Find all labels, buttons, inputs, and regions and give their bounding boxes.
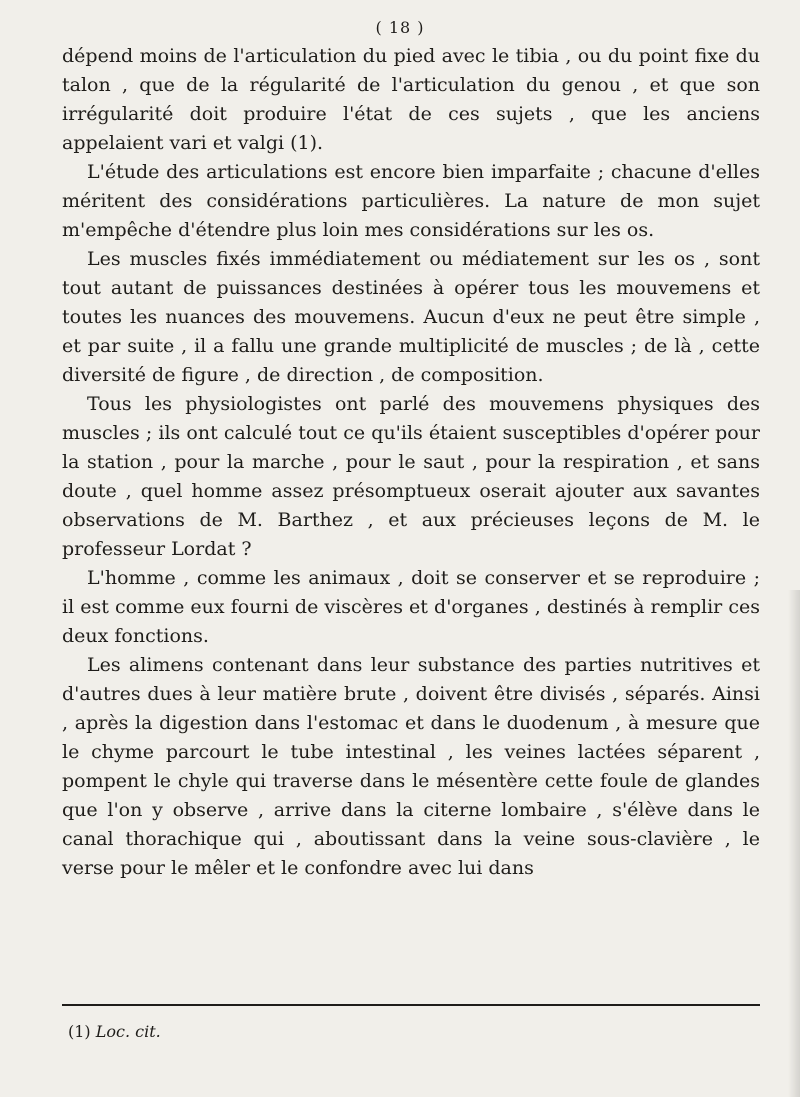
page-edge-shadow — [788, 590, 800, 1097]
footnote-marker: (1) — [68, 1022, 91, 1041]
footnote — [68, 1022, 161, 1041]
paragraph-2: L'étude des articulations est encore bien imparfaite ; chacune d'elles méritent des considérations particulières. La nature de mon sujet m'empêche d'étendre plus loin mes considérations sur les os. — [62, 161, 760, 241]
body-text — [62, 42, 760, 883]
paragraph-3: Les muscles fixés immédiatement ou médiatement sur les os , sont tout autant de puissances destinées à opérer tous les mouvemens et toutes les nuances des mouvemens. Aucun d'eux ne peut être simple , et par suite , il a fallu une grande multiplicité de muscles ; de là , cette diversité de figure , de direction , de composition. — [62, 248, 760, 386]
page-number: ( 18 ) — [375, 18, 425, 37]
paragraph-6: Les alimens contenant dans leur substance des parties nutritives et d'autres dues à leur matière brute , doivent être divisés , séparés. Ainsi , après la digestion dans l'estomac et dans le duodenum , à mesure que le chyme parcourt le tube intestinal , les veines lactées séparent , pompent le chyle qui traverse dans le mésentère cette foule de glandes que l'on y observe , arrive dans la citerne lombaire , s'élève dans le canal thorachique qui , aboutissant dans la veine sous-clavière , le verse pour le mêler et le confondre avec lui dans — [62, 654, 760, 879]
paragraph-5: L'homme , comme les animaux , doit se conserver et se reproduire ; il est comme eux fourni de viscères et d'organes , destinés à remplir ces deux fonctions. — [62, 567, 760, 647]
footnote-separator — [62, 1004, 760, 1006]
paragraph-1: dépend moins de l'articulation du pied avec le tibia , ou du point fixe du talon , que de la régularité de l'articulation du genou , et que son irrégularité doit produire l'état de ces sujets , que les anciens appelaient vari et valgi (1). — [62, 45, 760, 154]
paragraph-4: Tous les physiologistes ont parlé des mouvemens physiques des muscles ; ils ont calculé tout ce qu'ils étaient susceptibles d'opérer pour la station , pour la marche , pour le saut , pour la respiration , et sans doute , quel homme assez présomptueux oserait ajouter aux savantes observations de M. Barthez , et aux précieuses leçons de M. le professeur Lordat ? — [62, 393, 760, 560]
footnote-text: Loc. cit. — [95, 1022, 161, 1041]
